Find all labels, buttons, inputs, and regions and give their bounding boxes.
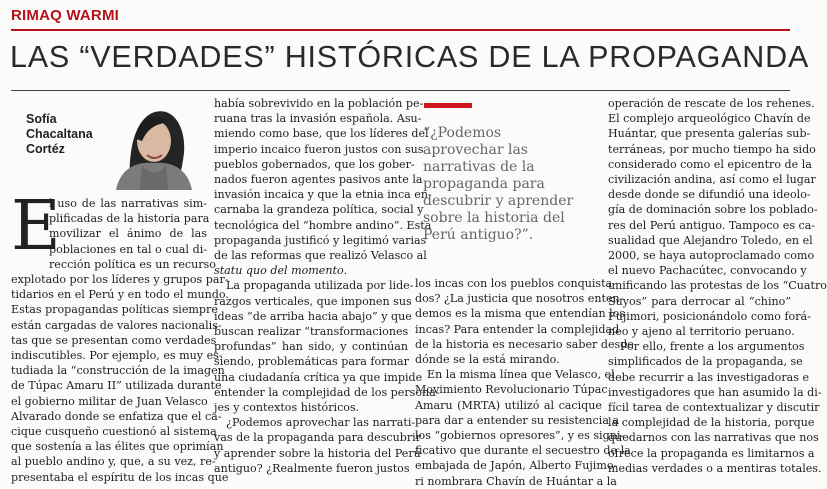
text-line: res del Perú antiguo. Tampoco es ca- (608, 218, 816, 232)
text-line: de la historia es necesario saber desde (415, 337, 634, 351)
text-line: buscan realizar “transformaciones (214, 325, 409, 339)
pullquote-line: descubrir y aprender (423, 193, 574, 209)
text-line: presentaba el espíritu de los incas que (11, 470, 229, 484)
text-line: carnaba la grandeza política, social y (214, 203, 424, 217)
text-line: ¿Podemos aprovechar las narrati- (226, 416, 416, 430)
text-line: Estas propagandas políticas siempre (11, 303, 218, 317)
text-line: quedarnos con las narrativas que nos (608, 431, 819, 445)
text-line: Alvarado donde se enfatiza que el ca- (11, 409, 222, 423)
text-line: Huántar, que presenta galerías sub- (608, 127, 811, 141)
article-column-3 (415, 276, 634, 489)
article-column-2 (214, 96, 440, 476)
text-line: Fujimori, posicionándolo como forá- (608, 309, 811, 323)
text-line: gía de dominación sobre los poblado- (608, 203, 818, 217)
drop-cap: E (11, 187, 61, 266)
author-name-line: Chacaltana (26, 127, 93, 141)
text-line: medias verdades o a mentiras totales. (608, 461, 822, 475)
pullquote-line: “¿Podemos (423, 125, 502, 141)
text-line: rección política es un recurso (49, 257, 216, 271)
text-line: el gobierno militar de Juan Velasco (11, 394, 208, 408)
section-rule (11, 29, 790, 31)
text-line: de las reformas que realizó Velasco al (214, 249, 427, 263)
pullquote-line: sobre la historia del (423, 210, 565, 226)
text-line: demos es la misma que entendían los (415, 307, 626, 321)
text-line: dos? ¿La justicia que nosotros enten- (415, 292, 624, 306)
page-title: LAS “VERDADES” HISTÓRICAS DE LA PROPAGANDA (10, 40, 810, 74)
text-line: En la misma línea que Velasco, el (427, 368, 615, 382)
text-line: los “gobiernos opresores”, y es signi- (415, 429, 625, 443)
author-name-line: Cortéz (26, 142, 65, 156)
author-name-line: Sofía (26, 112, 57, 126)
text-line: operación de rescate de los rehenes. (608, 97, 815, 110)
text-line: simplificados de la propaganda, se (608, 355, 803, 369)
text-line: una ciudadanía crítica ya que impide (214, 370, 423, 384)
text-line: vas de la propaganda para descubrir (214, 431, 422, 445)
text-line: al pueblo andino y, que, a su vez, re- (11, 455, 216, 469)
text-line: statu quo del momento. (214, 264, 347, 278)
text-line: siendo, problemáticas para formar (214, 355, 409, 369)
text-line: razgos verticales, que imponen sus (214, 294, 412, 308)
text-line: imperio incaico fueron justos con sus (214, 142, 424, 156)
text-line: movilizar el ánimo de las (49, 227, 207, 241)
pullquote-line: aprovechar las (423, 142, 528, 158)
text-line: tas que se presentan como verdades (11, 333, 217, 347)
article-column-4 (608, 96, 827, 476)
text-line: investigadores que han asumido la di- (608, 385, 822, 399)
text-line: y aprender sobre la historia del Perú (214, 446, 421, 460)
text-line: ficativo que durante el secuestro de la (415, 444, 631, 458)
text-line: 2000, se haya autoproclamado como (608, 249, 815, 263)
text-line: están cargadas de valores nacionalis- (11, 318, 222, 332)
text-line: neo y ajeno al territorio peruano. (608, 325, 795, 339)
article-column-1 (11, 196, 229, 485)
text-line: desde donde se difundió una ideolo- (608, 188, 811, 202)
text-line: cique cusqueño cuestionó al sistema (11, 425, 217, 439)
text-line: la complejidad de la historia, porque (608, 416, 815, 430)
text-line: para dar a entender su resistencia a (415, 413, 620, 427)
pullquote (423, 125, 598, 244)
text-line: propaganda justificó y legitimó varias (214, 233, 427, 247)
text-line: antiguo? ¿Realmente fueron justos (214, 461, 410, 475)
text-line: profundas” han sido, y continúan (214, 340, 408, 354)
text-line: tidarios en el Perú y en todo el mundo. (11, 288, 229, 302)
pullquote-line: propaganda para (423, 176, 545, 192)
text-line: jes y contextos históricos. (214, 401, 360, 415)
text-line: el nuevo Pachacútec, convocando y (608, 264, 807, 278)
text-line: fícil tarea de contextualizar y discutir (608, 401, 820, 415)
text-line: de Túpac Amaru II” utilizada durante (11, 379, 222, 393)
text-line: nados fueron agentes pasivos ante la (214, 173, 423, 187)
text-line: dónde se la está mirando. (415, 353, 560, 367)
text-line: Suyos” para derrocar al “chino” (608, 294, 791, 308)
text-line: considerado como el epicentro de la (608, 157, 812, 171)
pullquote-line: Perú antiguo?”. (423, 227, 534, 243)
text-line: embajada de Japón, Alberto Fujimo- (415, 459, 618, 473)
text-line: entender la complejidad de los persona- (214, 385, 440, 399)
text-line: unificando las protestas de los “Cuatro (608, 279, 827, 293)
text-line: indiscutibles. Por ejemplo, es muy es- (11, 349, 223, 363)
text-line: debe recurrir a las investigadoras e (608, 370, 810, 384)
text-line: ideas “de arriba hacia abajo” y que (214, 309, 412, 323)
text-line: Amaru (MRTA) utilizó al cacique (415, 398, 602, 412)
text-line: El complejo arqueológico Chavín de (608, 112, 811, 126)
pullquote-accent-bar (424, 103, 472, 108)
text-line: plificadas de la historia para (49, 212, 210, 226)
text-line: explotado por los líderes y grupos par- (11, 273, 229, 287)
text-line: los incas con los pueblos conquista- (415, 277, 616, 290)
section-label: RIMAQ WARMI (11, 7, 120, 24)
text-line: miendo como base, que los líderes del (214, 127, 429, 141)
text-line: poblaciones en tal o cual di- (49, 242, 207, 256)
text-line: pueblos gobernados, que los gober- (214, 157, 415, 171)
text-line: civilización andina, así como el lugar (608, 173, 816, 187)
text-line: La propaganda utilizada por lide- (226, 279, 414, 293)
text-line: terráneas, por mucho tiempo ha sido (608, 142, 816, 156)
pullquote-line: narrativas de la (423, 159, 535, 175)
text-line: ofrece la propaganda es limitarnos a (608, 446, 815, 460)
text-line: ruana tras la invasión española. Asu- (214, 112, 422, 126)
text-line: tudiada la “construcción de la imagen (11, 364, 225, 378)
text-line: sualidad que Alejandro Toledo, en el (608, 233, 813, 247)
text-line: que sostenía a las élites que oprimían (11, 440, 224, 454)
text-line: tecnológica del “hombre andino”. Esta (214, 218, 432, 232)
text-line: Movimiento Revolucionario Túpac (415, 383, 608, 397)
text-line: ri nombrara Chavín de Huántar a la (415, 474, 617, 488)
headline-divider (11, 90, 790, 91)
text-line: Por ello, frente a los argumentos (620, 340, 805, 354)
text-line: l uso de las narrativas sim- (49, 197, 207, 210)
text-line: incas? Para entender la complejidad (415, 322, 620, 336)
author-portrait (102, 95, 198, 190)
text-line: invasión incaica y que la etnia inca en- (214, 188, 432, 202)
text-line: había sobrevivido en la población pe- (214, 97, 424, 110)
